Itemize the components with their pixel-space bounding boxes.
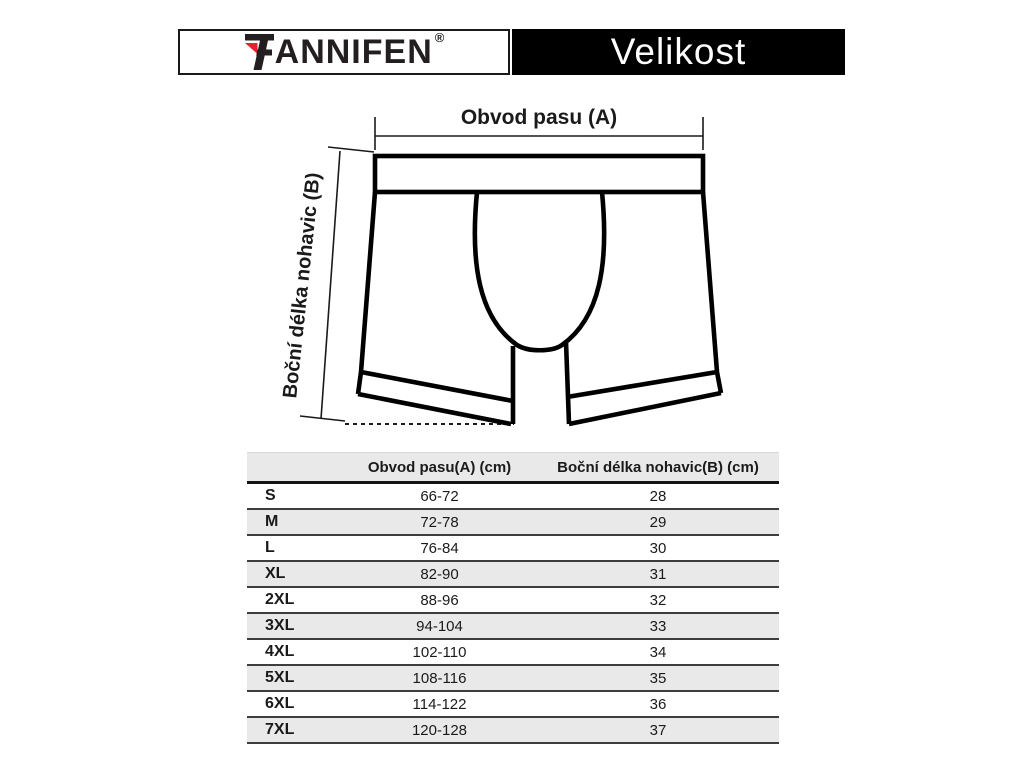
waist-cell: 102-110 — [342, 639, 537, 665]
waist-cell: 88-96 — [342, 587, 537, 613]
size-cell: 5XL — [247, 665, 342, 691]
table-row — [247, 717, 779, 743]
brand-f-glyph — [244, 34, 274, 70]
waist-cell: 108-116 — [342, 665, 537, 691]
side-cell: 32 — [537, 587, 779, 613]
brand-red-triangle-icon — [245, 43, 258, 54]
waist-cell: 76-84 — [342, 535, 537, 561]
left-hem-upper — [361, 372, 513, 401]
side-dim-label: Boční délka nohavic (B) — [279, 171, 325, 400]
col-header-waist: Obvod pasu(A) (cm) — [342, 453, 537, 483]
col-header-side-length: Boční délka nohavic(B) (cm) — [537, 453, 779, 483]
pouch-shape — [475, 192, 604, 350]
side-cell: 34 — [537, 639, 779, 665]
table-row — [247, 587, 779, 613]
table-row — [247, 561, 779, 587]
brand-text: ANNIFEN — [274, 33, 433, 71]
col-header-size — [247, 453, 342, 483]
size-cell: 3XL — [247, 613, 342, 639]
size-cell: S — [247, 483, 342, 510]
table-row — [247, 639, 779, 665]
size-table-body — [247, 483, 779, 744]
table-row — [247, 509, 779, 535]
size-cell: 4XL — [247, 639, 342, 665]
table-row — [247, 535, 779, 561]
title-bar — [512, 29, 845, 75]
side-cell: 36 — [537, 691, 779, 717]
side-cell: 31 — [537, 561, 779, 587]
table-row — [247, 691, 779, 717]
size-table — [247, 452, 779, 744]
side-cell: 33 — [537, 613, 779, 639]
size-cell: 6XL — [247, 691, 342, 717]
waist-cell: 72-78 — [342, 509, 537, 535]
right-leg-inner — [566, 342, 569, 424]
table-row — [247, 665, 779, 691]
left-leg-outer-shape — [358, 192, 375, 394]
table-row — [247, 483, 779, 510]
boxers-diagram — [278, 94, 748, 450]
table-row — [247, 613, 779, 639]
waist-dim-label: Obvod pasu (A) — [460, 106, 618, 129]
registered-trademark-icon: ® — [434, 30, 445, 45]
waist-cell: 120-128 — [342, 717, 537, 743]
side-cell: 28 — [537, 483, 779, 510]
size-cell: 2XL — [247, 587, 342, 613]
waist-cell: 66-72 — [342, 483, 537, 510]
size-cell: 7XL — [247, 717, 342, 743]
size-cell: XL — [247, 561, 342, 587]
page-title: Velikost — [610, 31, 747, 72]
size-cell: M — [247, 509, 342, 535]
side-cell: 35 — [537, 665, 779, 691]
brand-logo — [244, 30, 445, 71]
side-cell: 37 — [537, 717, 779, 743]
waist-cell: 114-122 — [342, 691, 537, 717]
side-cell: 30 — [537, 535, 779, 561]
waist-cell: 82-90 — [342, 561, 537, 587]
size-table-header-row — [247, 453, 779, 483]
waistband-shape — [375, 156, 703, 192]
size-cell: L — [247, 535, 342, 561]
right-leg-outer-shape — [703, 192, 721, 393]
brand-box — [178, 29, 510, 75]
side-cell: 29 — [537, 509, 779, 535]
right-hem-upper — [567, 372, 717, 397]
right-hem-lower — [569, 393, 721, 424]
waist-cell: 94-104 — [342, 613, 537, 639]
